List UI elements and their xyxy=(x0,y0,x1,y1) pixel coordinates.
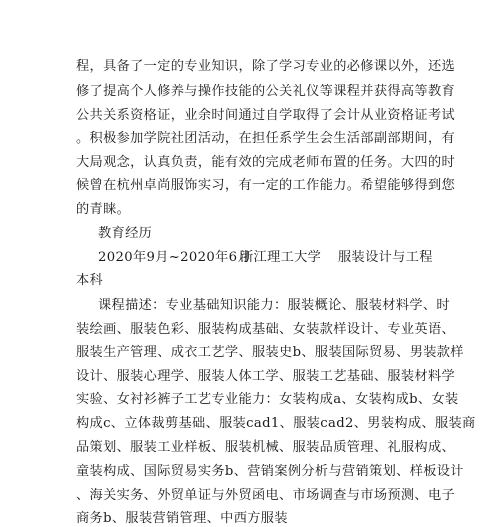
section-heading-education: 教育经历 xyxy=(98,226,153,241)
education-major: 服装设计与工程 xyxy=(338,250,433,265)
text-line: 候曾在杭州卓尚服饰实习，有一定的工作能力。希望能够得到您 xyxy=(76,178,456,193)
text-line: 大局观念，认真负责，能有效的完成老师布置的任务。大四的时 xyxy=(76,155,456,170)
text-line: 装绘画、服装色彩、服装构成基础、女装款样设计、专业英语、 xyxy=(76,322,456,337)
text-line: 。积极参加学院社团活动，在担任系学生会生活部副部期间，有 xyxy=(76,131,456,146)
text-line: 服装生产管理、成衣工艺学、服装史b、服装国际贸易、男装款样 xyxy=(76,345,464,360)
text-line: 的青睐。 xyxy=(76,202,131,217)
text-line: 修了提高个人修养与操作技能的公关礼仪等课程并获得高等教育 xyxy=(76,84,456,99)
text-line: 构成c、立体裁剪基础、服装cad1、服装cad2、男装构成、服装商 xyxy=(76,416,476,431)
text-line: 、海关实务、外贸单证与外贸函电、市场调查与市场预测、电子 xyxy=(76,488,456,503)
text-line: 程，具备了一定的专业知识，除了学习专业的必修课以外，还选 xyxy=(76,59,456,74)
text-line: 课程描述：专业基础知识能力：服装概论、服装材料学、时 xyxy=(98,298,450,313)
text-line: 商务b、服装营销管理、中西方服装 xyxy=(76,511,288,526)
text-line: 品策划、服装工业样板、服装机械、服装品质管理、礼服构成、 xyxy=(76,440,456,455)
education-period: 2020年9月~2020年6月 xyxy=(98,250,251,265)
education-school: 浙江理工大学 xyxy=(240,250,322,265)
text-line: 公共关系资格证，业余时间通过自学取得了会计从业资格证考试 xyxy=(76,108,456,123)
text-line: 实验、女衬衫裤子工艺专业能力：女装构成a、女装构成b、女装 xyxy=(76,392,459,407)
text-line: 童装构成、国际贸易实务b、营销案例分析与营销策划、样板设计 xyxy=(76,464,464,479)
text-line: 设计、服装心理学、服装人体工学、服装工艺基础、服装材料学 xyxy=(76,369,456,384)
education-degree: 本科 xyxy=(76,273,104,288)
